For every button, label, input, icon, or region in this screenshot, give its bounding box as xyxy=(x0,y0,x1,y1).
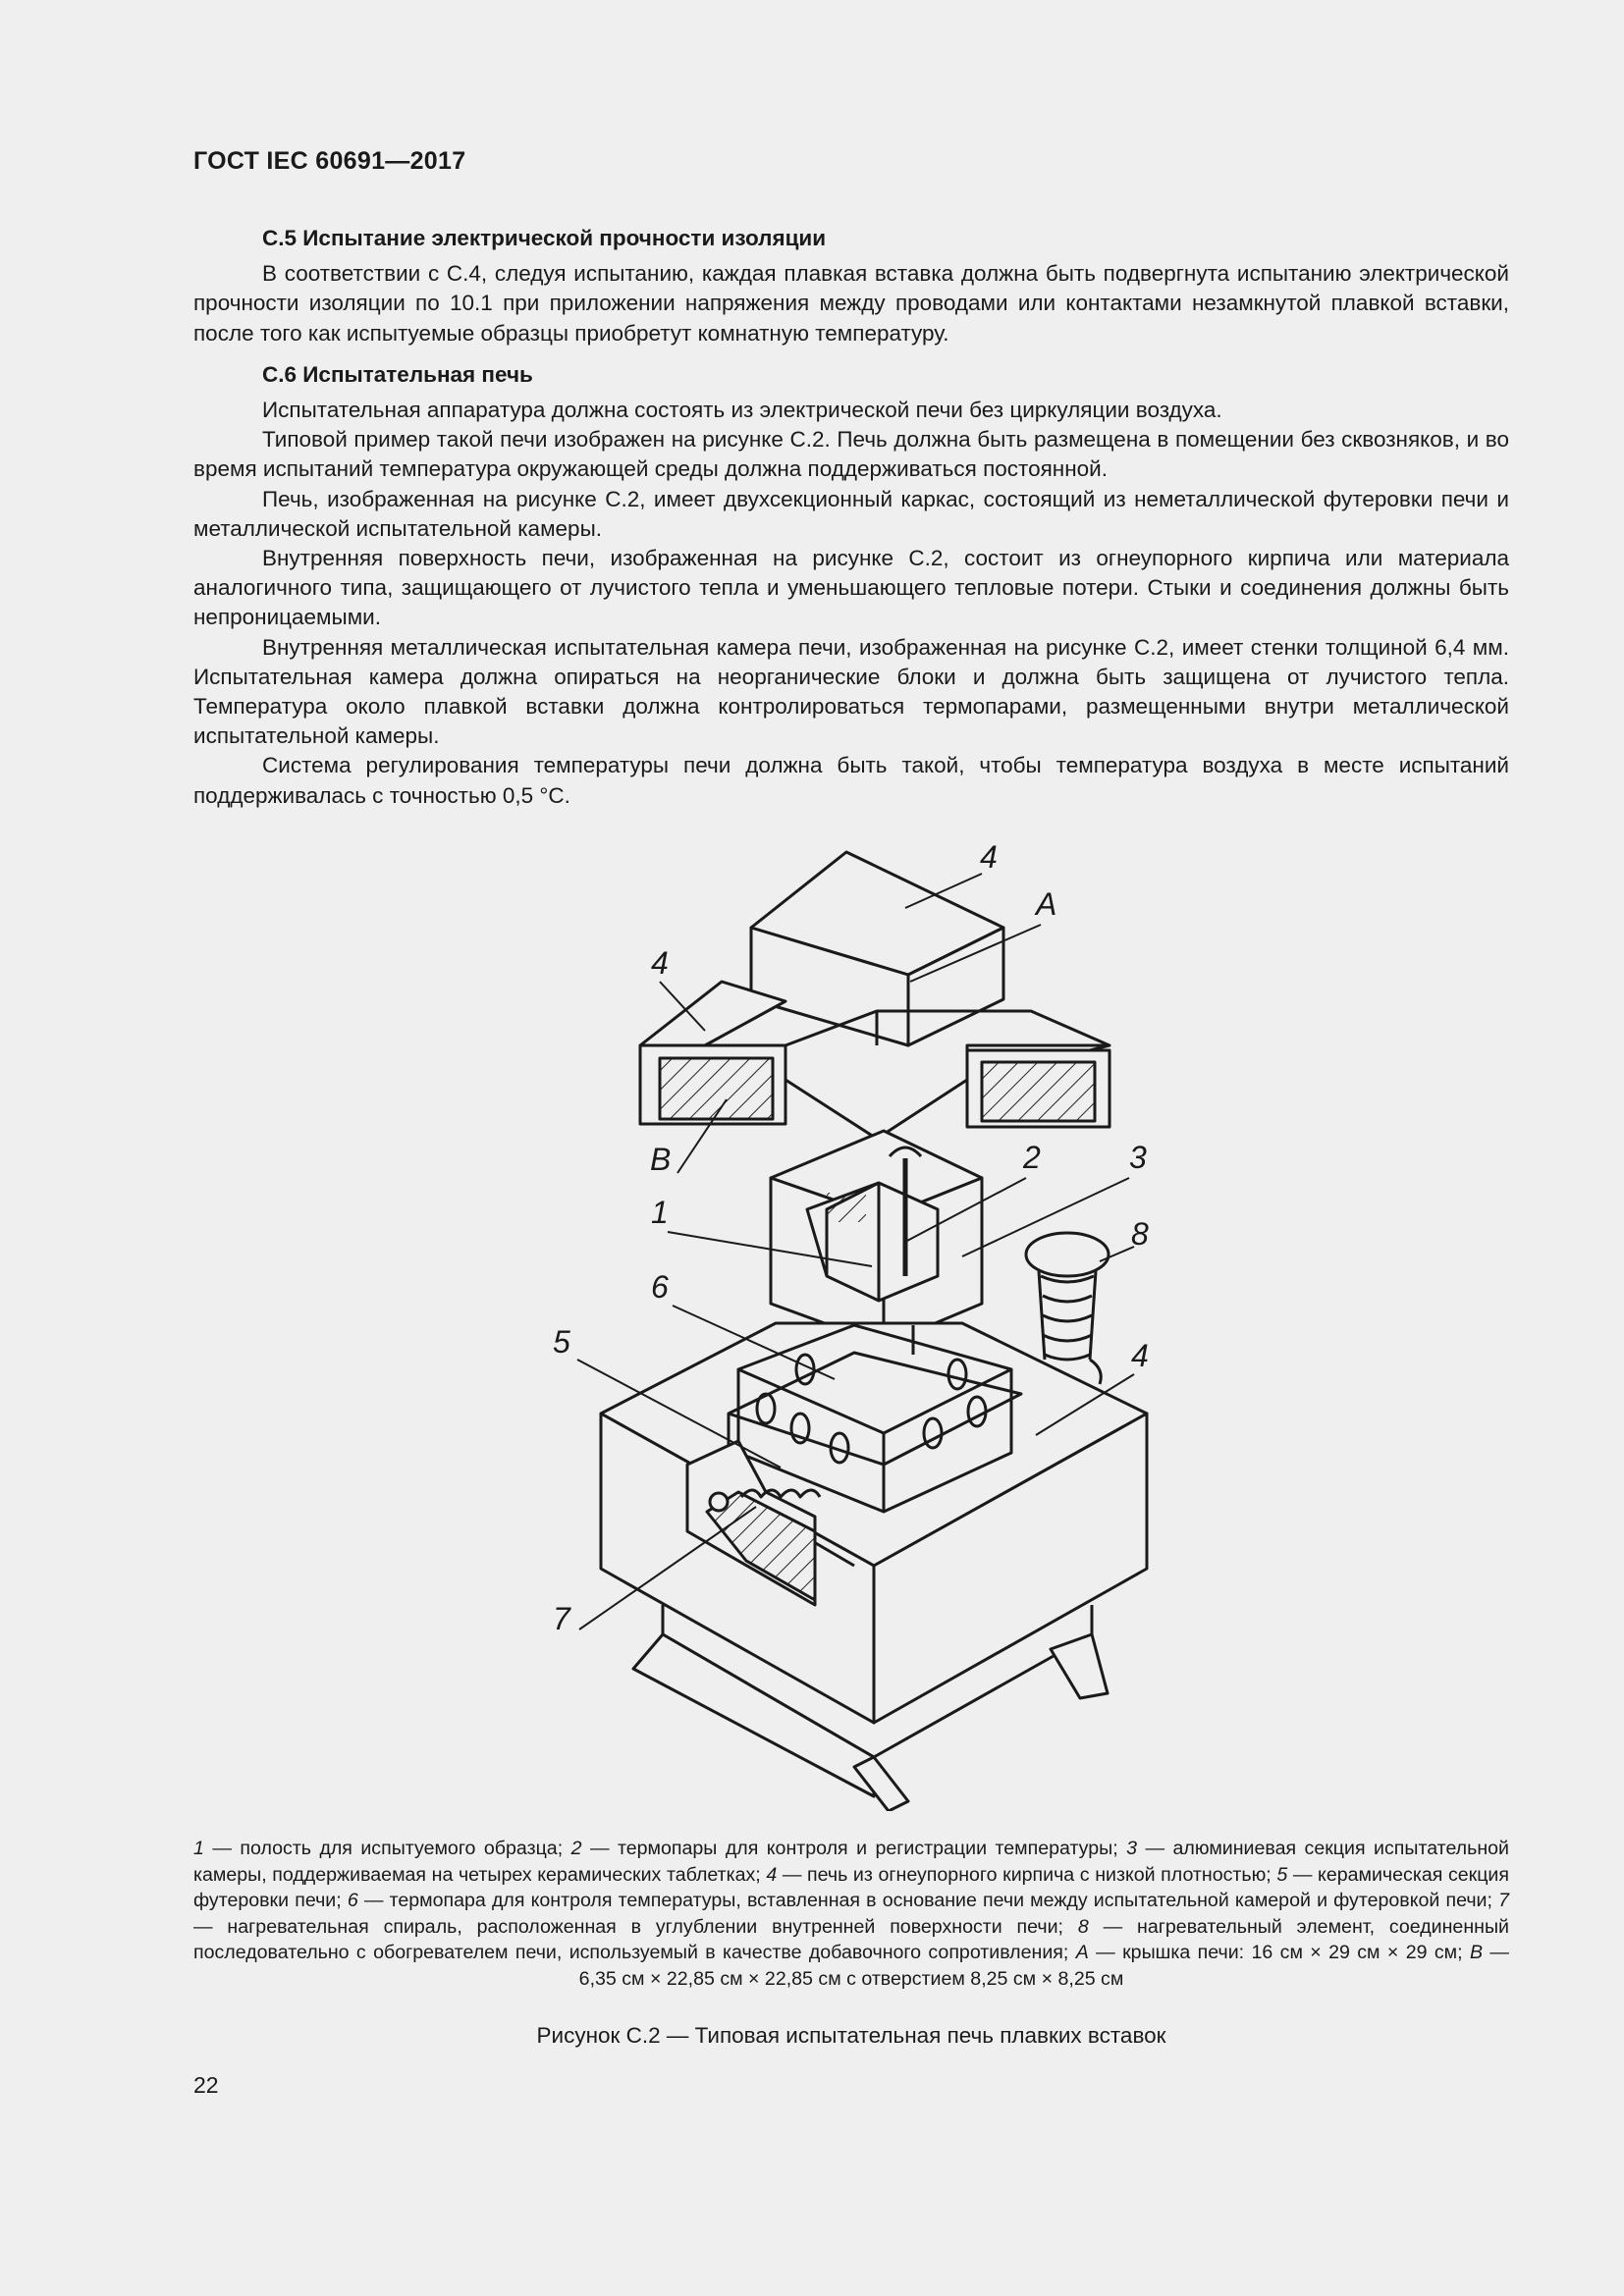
section-c6-paragraph-5: Внутренняя металлическая испытательная камера печи, изображенная на рисунке С.2, имеет стенки толщиной 6,4 мм. Испытательная камера должна опираться на неорганические блоки и должна быть защищена от лучистого тепла. Температура около плавкой вставки должна контролироваться термопарами, размещенными внутри металлической испытательной камеры. xyxy=(193,634,1509,749)
legend-key-7: 7 xyxy=(1498,1890,1509,1911)
legend-key-1: 1 xyxy=(193,1838,204,1859)
section-c5-paragraph-1: В соответствии с С.4, следуя испытанию, каждая плавкая вставка должна быть подвергнута испытанию электрической прочности изоляции по 10.1 при приложении напряжения между проводами или контактами незамкнутой плавкой вставки, после того как испытуемые образцы приобретут комнатную температуру. xyxy=(193,261,1509,346)
legend-key-2: 2 xyxy=(570,1838,582,1859)
furnace-body xyxy=(601,1323,1147,1811)
legend-key-3: 3 xyxy=(1126,1838,1138,1859)
legend-key-5: 5 xyxy=(1276,1863,1288,1886)
legend-key-b: В xyxy=(1469,1942,1484,1963)
legend-key-6: 6 xyxy=(347,1890,358,1911)
figure-label-2: 2 xyxy=(1023,1140,1041,1175)
figure-label-6: 6 xyxy=(651,1269,669,1305)
legend-text-b: — 6,35 см × 22,85 см × 22,85 см с отверстием 8,25 см × 8,25 см xyxy=(578,1942,1509,1990)
legend-text-5: — керамическая секция футеровки печи; xyxy=(193,1863,1509,1911)
section-c5-title: С.5 Испытание электрической прочности изоляции xyxy=(262,226,827,250)
page-number: 22 xyxy=(193,2072,219,2098)
figure-label-4-top: 4 xyxy=(980,839,998,875)
figure-label-7: 7 xyxy=(553,1601,570,1636)
figure-legend xyxy=(193,1836,1509,1992)
furnace-drawing xyxy=(530,839,1159,1811)
section-c6-paragraph-4: Внутренняя поверхность печи, изображенная на рисунке С.2, состоит из огнеупорного кирпича или материала аналогичного типа, защищающего от лучистого тепла и уменьшающего тепловые потери. Стыки и соединения должны быть непроницаемыми. xyxy=(193,546,1509,630)
legend-text-7: — нагревательная спираль, расположенная в углублении внутренней поверхности печи; xyxy=(193,1915,1078,1938)
legend-text-6: — термопара для контроля температуры, вставленная в основание печи между испытательной камерой и футеровкой печи; xyxy=(357,1890,1499,1911)
legend-key-a: А xyxy=(1075,1942,1089,1963)
figure-caption: Рисунок С.2 — Типовая испытательная печь плавких вставок xyxy=(536,2023,1166,2048)
section-c6-paragraph-6: Система регулирования температуры печи должна быть такой, чтобы температура воздуха в месте испытаний поддерживалась с точностью 0,5 °С. xyxy=(193,753,1509,808)
section-c6-paragraph-3: Печь, изображенная на рисунке С.2, имеет двухсекционный каркас, состоящий из неметаллической футеровки печи и металлической испытательной камеры. xyxy=(193,486,1509,541)
legend-key-4: 4 xyxy=(766,1863,778,1886)
section-c6-paragraph-2: Типовой пример такой печи изображен на рисунке С.2. Печь должна быть размещена в помещении без сквозняков, и во время испытаний температура окружающей среды должна поддерживаться постоянной. xyxy=(193,427,1509,482)
document-header: ГОСТ IEC 60691—2017 xyxy=(193,147,466,175)
legend-text-4: — печь из огнеупорного кирпича с низкой плотностью; xyxy=(777,1863,1277,1886)
legend-text-2: — термопары для контроля и регистрации температуры; xyxy=(581,1838,1127,1859)
furnace-figure xyxy=(530,839,1159,1811)
figure-label-1: 1 xyxy=(651,1195,669,1230)
legend-text-3: — алюминиевая секция испытательной камеры, поддерживаемая на четырех керамических таблетках; xyxy=(193,1838,1509,1886)
figure-label-4-right: 4 xyxy=(1131,1338,1149,1373)
figure-label-4-left: 4 xyxy=(651,945,669,981)
legend-text-a: — крышка печи: 16 см × 29 см × 29 см; xyxy=(1088,1942,1470,1963)
figure-label-8: 8 xyxy=(1131,1216,1149,1252)
figure-label-b: B xyxy=(650,1142,672,1177)
legend-key-8: 8 xyxy=(1077,1915,1089,1938)
legend-text-8: — нагревательный элемент, соединенный последовательно с обогревателем печи, используемый в качестве добавочного сопротивления; xyxy=(193,1915,1509,1963)
legend-text-1: — полость для испытуемого образца; xyxy=(203,1838,571,1859)
figure-label-a: A xyxy=(1036,886,1057,922)
figure-label-3: 3 xyxy=(1129,1140,1147,1175)
main-text xyxy=(193,224,1509,811)
section-c6-title: С.6 Испытательная печь xyxy=(262,361,533,387)
figure-label-5: 5 xyxy=(553,1324,570,1360)
section-c6-paragraph-1: Испытательная аппаратура должна состоять из электрической печи без циркуляции воздуха. xyxy=(262,398,1222,423)
